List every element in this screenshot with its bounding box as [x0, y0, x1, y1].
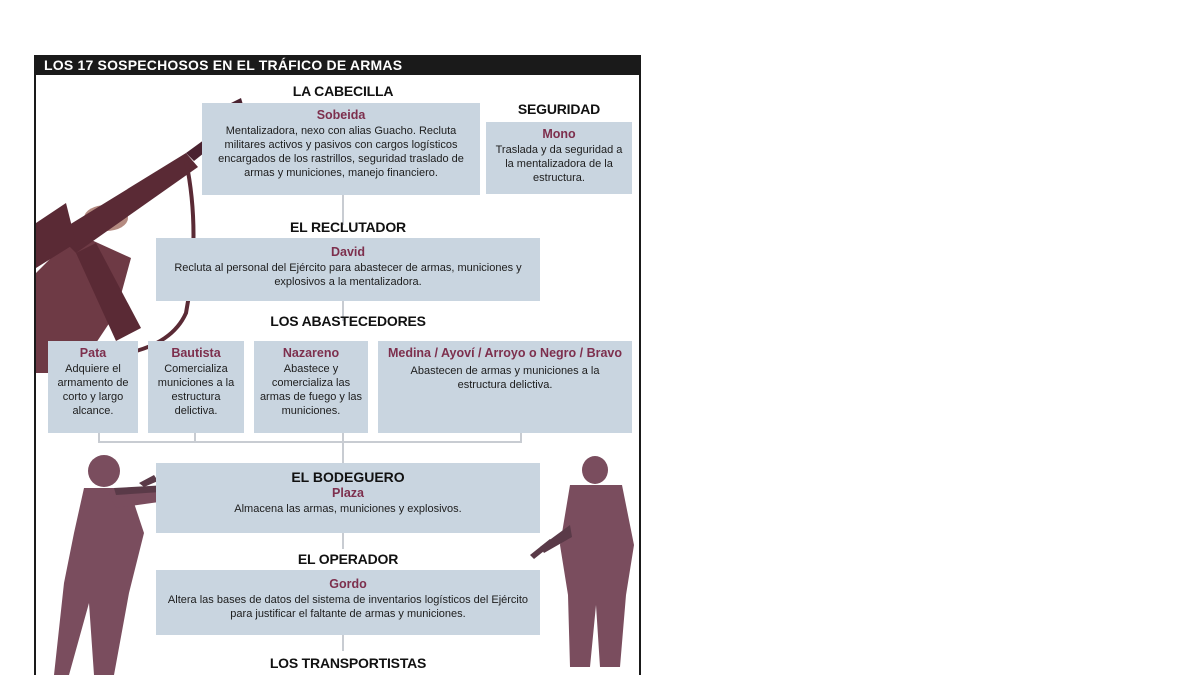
operador-box [156, 570, 540, 635]
connector-bracket-left [98, 433, 100, 443]
cabecilla-title: LA CABECILLA [292, 83, 394, 99]
connector-abastecedores-bracket [98, 441, 522, 443]
bodeguero-box [156, 463, 540, 533]
bodeguero-desc: Almacena las armas, municiones y explosivos. [234, 503, 462, 515]
operador-title: EL OPERADOR [297, 551, 399, 567]
reclutador-desc: Recluta al personal del Ejército para abastecer de armas, municiones y explosivos a la mentalizadora. [174, 262, 522, 288]
abastecedor-name-bautista: Bautista [171, 346, 221, 360]
infographic-title: LOS 17 SOSPECHOSOS EN EL TRÁFICO DE ARMAS [36, 55, 639, 75]
connector-operador-transportistas [342, 635, 344, 651]
bodeguero-name: Plaza [332, 486, 364, 500]
operador-name: Gordo [329, 577, 367, 591]
infographic [34, 55, 641, 675]
abastecedor-box-nazareno [254, 341, 368, 433]
seguridad-title: SEGURIDAD [517, 101, 601, 117]
cabecilla-box [202, 103, 480, 195]
connector-bracket-bodeguero [342, 441, 344, 463]
seguridad-box [486, 122, 632, 194]
cabecilla-name: Sobeida [316, 108, 366, 122]
abastecedor-desc-bautista: Comercializa municiones a la estructura delictiva. [157, 363, 235, 417]
abastecedor-name-pata: Pata [79, 346, 107, 360]
abastecedor-name-nazareno: Nazareno [282, 346, 340, 360]
operador-desc: Altera las bases de datos del sistema de inventarios logísticos del Ejército para justificar el faltante de armas y municiones. [167, 594, 529, 620]
transportistas-title: LOS TRANSPORTISTAS [269, 655, 427, 671]
abastecedor-box-pata [48, 341, 138, 433]
abastecedores-title: LOS ABASTECEDORES [270, 313, 426, 329]
connector-bodeguero-operador [342, 533, 344, 549]
abastecedor-box-medina [378, 341, 632, 433]
cabecilla-desc: Mentalizadora, nexo con alias Guacho. Recluta militares activos y pasivos con cargos logísticos encargados de los rastrillos, seguridad traslado de armas y municiones, manejo financiero. [218, 125, 464, 179]
connector-bracket-right [520, 433, 522, 443]
reclutador-box [156, 238, 540, 301]
reclutador-name: David [330, 245, 366, 259]
reclutador-title: EL RECLUTADOR [290, 219, 406, 235]
abastecedor-desc-medina: Abastecen de armas y municiones a la estructura delictiva. [410, 365, 600, 391]
abastecedor-name-medina: Medina / Ayoví / Arroyo o Negro / Bravo [387, 346, 623, 360]
bodeguero-title: EL BODEGUERO [291, 469, 405, 485]
abastecedor-box-bautista [148, 341, 244, 433]
abastecedor-desc-pata: Adquiere el armamento de corto y largo alcance. [57, 363, 129, 417]
seguridad-name: Mono [542, 127, 576, 141]
connector-bracket-mid1 [194, 433, 196, 443]
soldier-silhouette [530, 455, 640, 675]
seguridad-desc: Traslada y da seguridad a la mentalizadora de la estructura. [495, 144, 623, 184]
abastecedor-desc-nazareno: Abastece y comercializa las armas de fuego y las municiones. [259, 363, 363, 417]
